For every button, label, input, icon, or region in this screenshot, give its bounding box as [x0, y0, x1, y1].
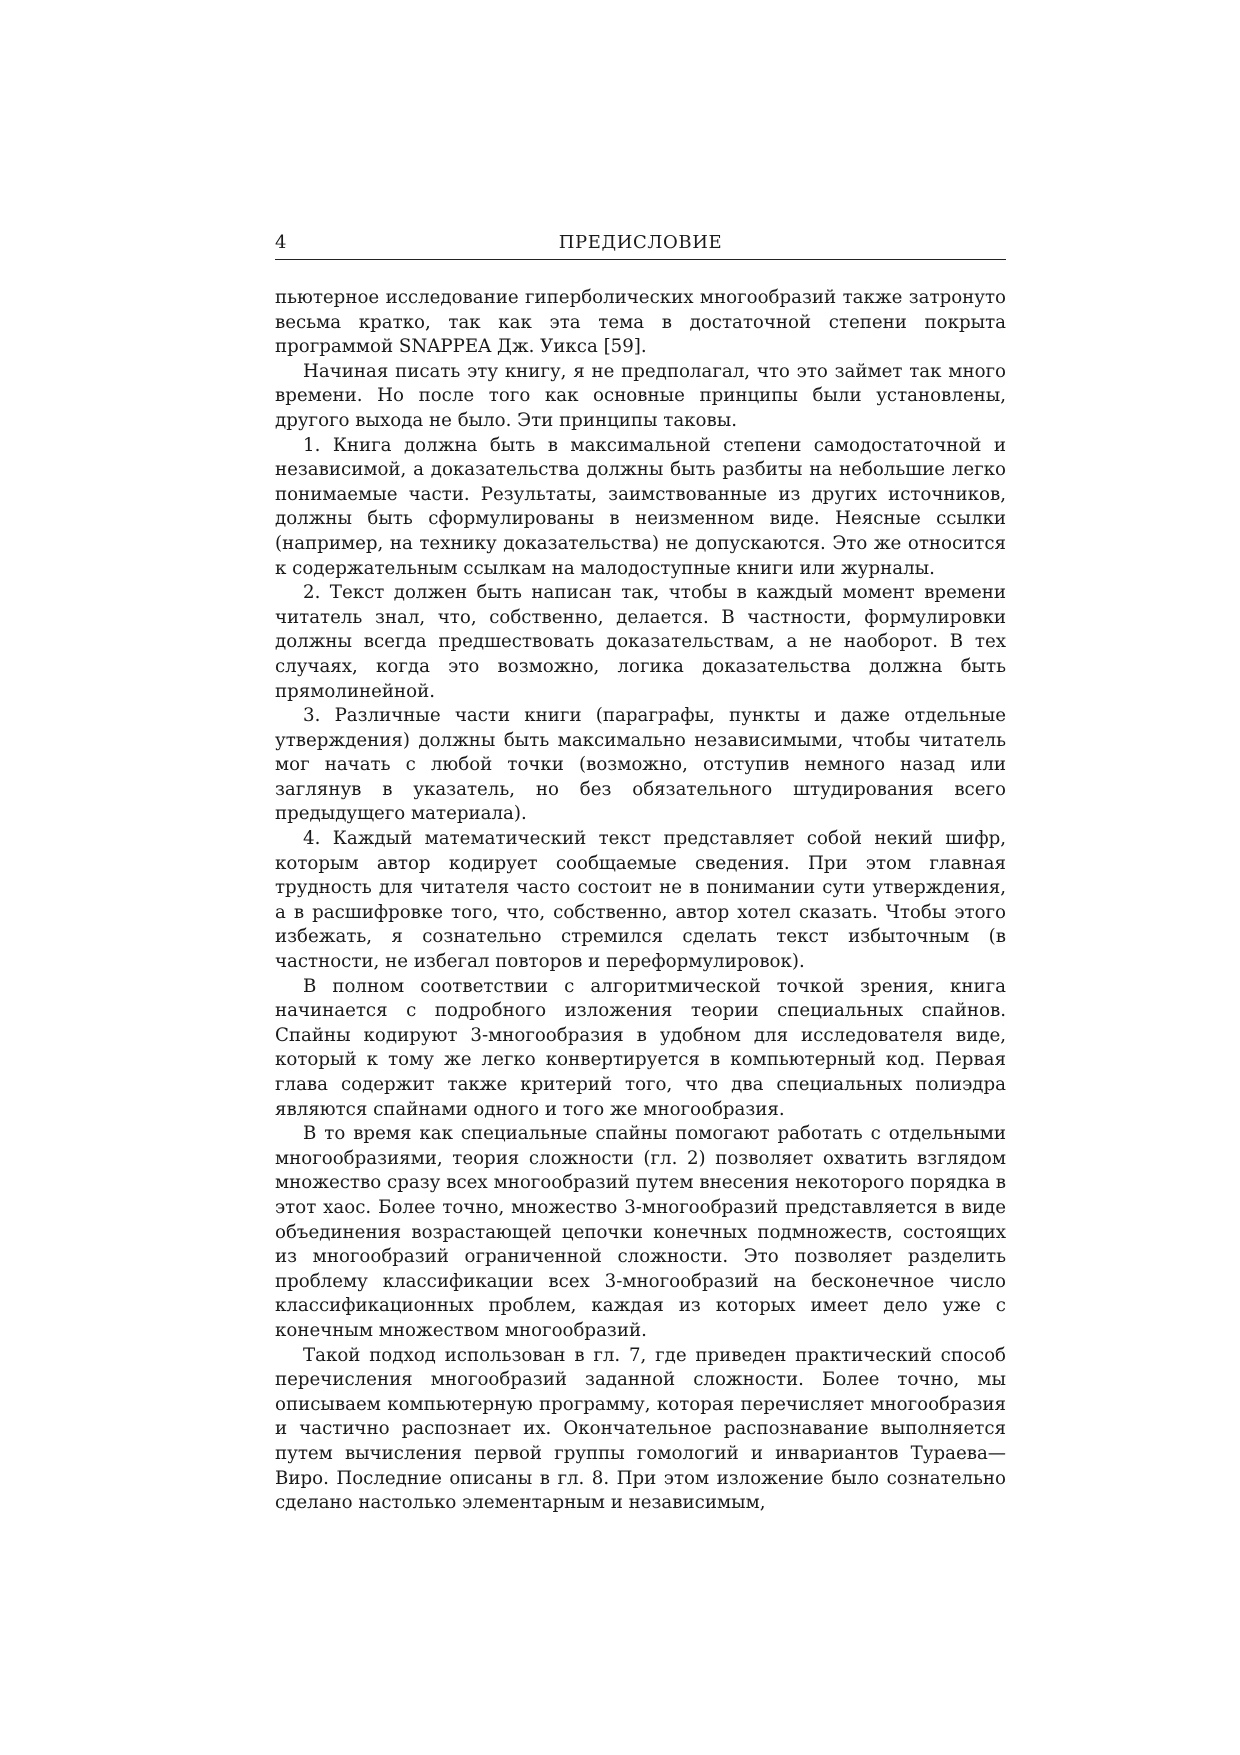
paragraph-continued: пьютерное исследование гиперболических многообразий также затронуто весьма кратко, так как эта тема в достаточной степени покрыта программой SNAPPEA Дж. Уикса [59]. — [275, 287, 1006, 358]
principle-item-4: 4. Каждый математический текст представляет собой некий шифр, которым автор кодирует сообщаемые сведения. При этом главная трудность для читателя часто состоит не в понимании сути утверждения, а в расшифровке того, что, собственно, автор хотел сказать. Чтобы этого избежать, я сознательно стремился сделать текст избыточным (в частности, не избегал повторов и переформулировок). — [275, 828, 1006, 973]
paragraph: В то время как специальные спайны помогают работать с отдельными многообразиями, теория сложности (гл. 2) позволяет охватить взглядом множество сразу всех многообразий путем внесения некоторого порядка в этот хаос. Более точно, множество 3-многообразий представляется в виде объединения возрастающей цепочки конечных подмножеств, состоящих из многообразий ограниченной сложности. Это позволяет разделить проблему классификации всех 3-многообразий на бесконечное число классификационных проблем, каждая из которых имеет дело уже с конечным множеством многообразий. — [275, 1123, 1006, 1341]
principle-item-2: 2. Текст должен быть написан так, чтобы в каждый момент времени читатель знал, что, собственно, делается. В частности, формулировки должны всегда предшествовать доказательствам, а не наоборот. В тех случаях, когда это возможно, логика доказательства должна быть прямолинейной. — [275, 582, 1006, 702]
paragraph: В полном соответствии с алгоритмической точкой зрения, книга начинается с подробного изложения теории специальных спайнов. Спайны кодируют 3-многообразия в удобном для исследователя виде, который к тому же легко конвертируется в компьютерный код. Первая глава содержит также критерий того, что два специальных полиэдра являются спайнами одного и того же многообразия. — [275, 975, 1006, 1120]
book-page — [275, 233, 1006, 1516]
paragraph: Начиная писать эту книгу, я не предполагал, что это займет так много времени. Но после того как основные принципы были установлены, другого выхода не было. Эти принципы таковы. — [275, 360, 1006, 431]
body-text — [275, 286, 1006, 1516]
principle-item-1: 1. Книга должна быть в максимальной степени самодостаточной и независимой, а доказательства должны быть разбиты на небольшие легко понимаемые части. Результаты, заимствованные из других источников, должны быть сформулированы в неизменном виде. Неясные ссылки (например, на технику доказательства) не допускаются. Это же относится к содержательным ссылкам на малодоступные книги или журналы. — [275, 434, 1006, 579]
page-number: 4 — [275, 232, 287, 253]
principle-item-3: 3. Различные части книги (параграфы, пункты и даже отдельные утверждения) должны быть максимально независимыми, чтобы читатель мог начать с любой точки (возможно, отступив немного назад или заглянув в указатель, но без обязательного штудирования всего предыдущего материала). — [275, 705, 1006, 825]
running-header — [275, 233, 1006, 260]
paragraph: Такой подход использован в гл. 7, где приведен практический способ перечисления многообразий заданной сложности. Более точно, мы описываем компьютерную программу, которая перечисляет многообразия и частично распознает их. Окончательное распознавание выполняется путем вычисления первой группы гомологий и инвариантов Тураева—Виро. Последние описаны в гл. 8. При этом изложение было сознательно сделано настолько элементарным и независимым, — [275, 1344, 1006, 1514]
running-title: ПРЕДИСЛОВИЕ — [558, 232, 723, 253]
